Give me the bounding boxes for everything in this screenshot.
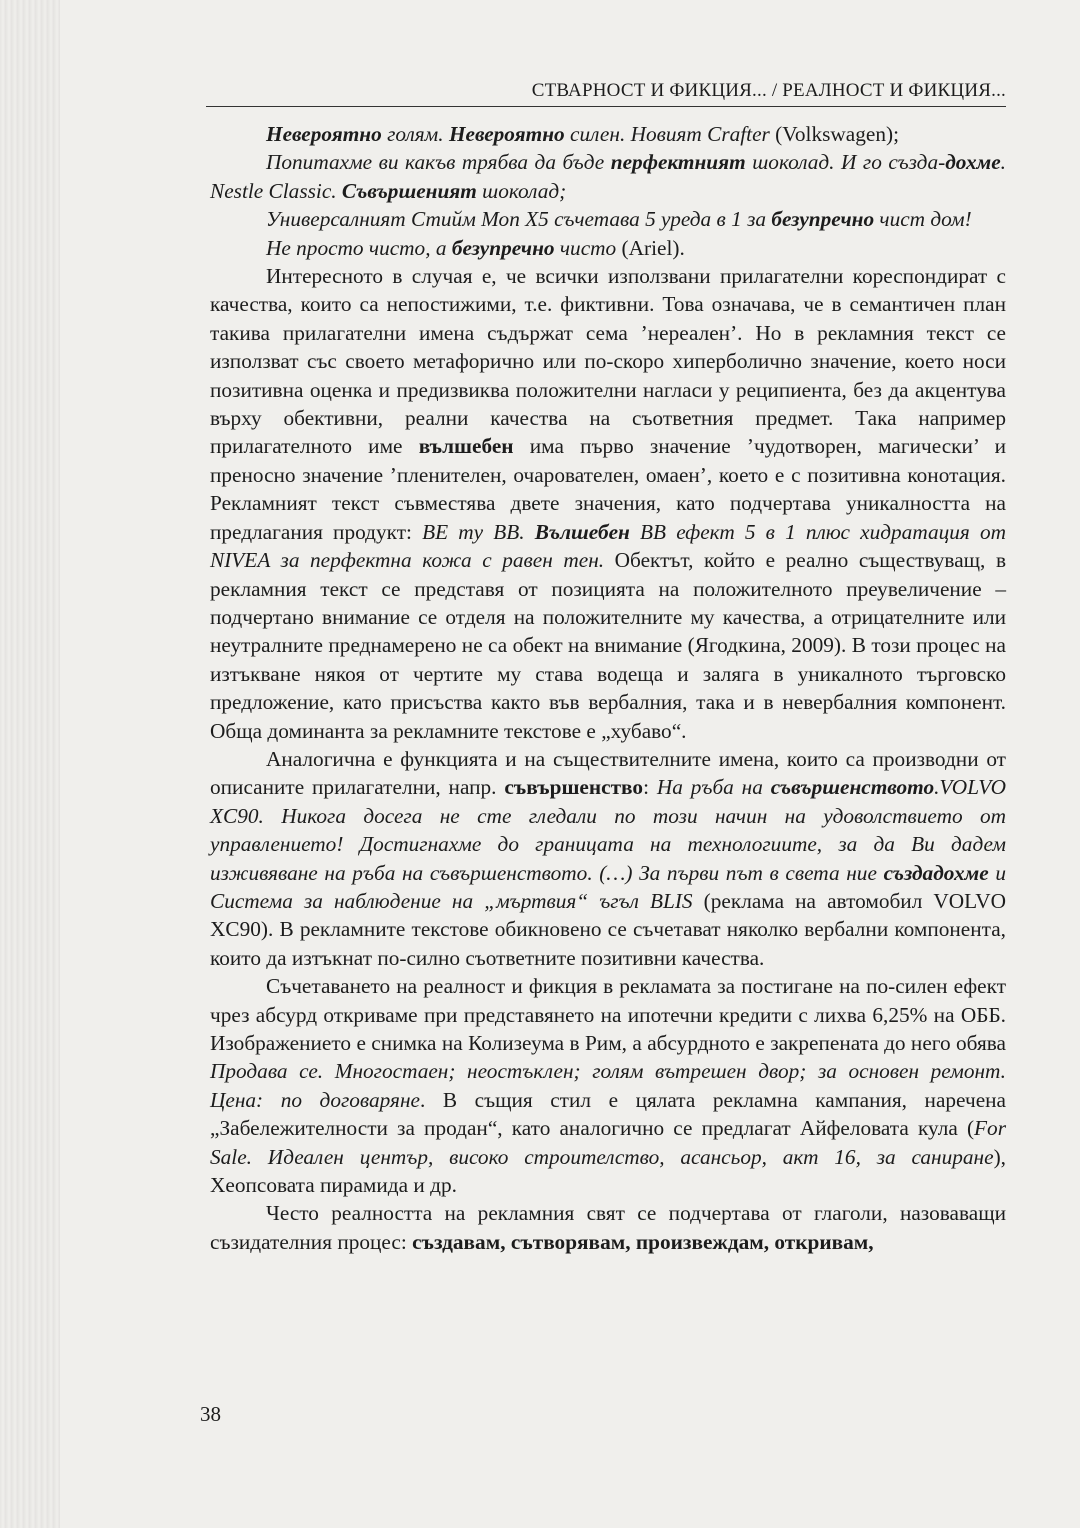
running-header [206,80,1006,107]
example-line: Универсалният Стийм Моп Х5 съчетава 5 уреда в 1 за безупречно чист дом! [266,207,972,232]
paragraph: Често реалността на рекламния свят се подчертава от глаголи, назоваващи съзидателния процес: създавам, сътворявам, произвеждам, откривам, [210,1201,1006,1254]
body-text [210,120,1006,1256]
paragraph: Интересното в случая е, че всички използвани прилагателни кореспондират с качества, които са непостижими, т.е. фиктивни. Това означава, че в семантичен план такива прилагателни имена съдържат сема ’нереален’. Но в рекламния текст се използват със своето метафорично или по-скоро хиперболично значение, което носи позитивна оценка и предизвиква положителни нагласи у реципиента, без да акцентува върху обективни, реални качества на съответния предмет. Така например прилагателното име вълшебен има първо значение ’чудотворен, магически’ и преносно значение ’пленителен, очарователен, омаен’, което е с позитивна конотация. Рекламният текст съвместява двете значения, като подчертава уникалността на предлагания продукт: BE my BB. Вълшебен BB ефект 5 в 1 плюс хидратация от NIVEA за перфектна кожа с равен тен. Обектът, който е реално съществуващ, в рекламния текст се представя от позицията на положителното преувеличение – подчертано внимание се отделя на положителните му качества, а отрицателните или неутралните преднамерено не са обект на внимание (Ягодкина, 2009). В този процес на изтъкване някоя от чертите му става водеща и залягa в уникалното търговско предложение, като присъства както във вербалния, така и в невербалния компонент. Обща доминанта за рекламните текстове е „хубаво“. [210,264,1007,743]
running-title: СТВАРНОСТ И ФИКЦИЯ... / РЕАЛНОСТ И ФИКЦИЯ... [531,80,1006,101]
paragraph: Аналогична е функцията и на съществителните имена, които са производни от описаните прилагателни, напр. съвършенство: На ръба на съвършенството.VOLVO XC90. Никога досега не сте гледали по този начин на удоволствието от управлението! Достигнахме до границата на технологиите, за да Ви дадем изживяване на ръба на съвършенството. (…) За първи път в света ние създадохме и Система за наблюдение на „мъртвия“ ъгъл BLIS (реклама на автомобил VOLVO XC90). В рекламните текстове обикновено се съчетават няколко вербални компонента, които да изтъкнат по-силно съответните позитивни качества. [210,746,1006,970]
example-line: Невероятно голям. Невероятно силен. Новият Crafter (Volkswagen); [266,122,899,146]
page-number: 38 [200,1402,221,1426]
paragraph: Съчетаването на реалност и фикция в рекламата за постигане на по-силен ефект чрез абсурд откриваме при представянето на ипотечни кредити с лихва 6,25% на ОББ. Изображението е снимка на Колизеума в Рим, а абсурдното е закрепената до него обява Продава се. Многостаен; неостъклен; голям вътрешен двор; за основен ремонт. Цена: по договаряне. В същия стил е цялата рекламна кампания, наречена „Забележителности за продан“, като аналогично се предлагат Айфеловата кула (For Sale. Идеален център, високо строителство, асансьор, акт 16, за саниране), Хеопсовата пирамида и др. [210,974,1006,1198]
example-line: Не просто чисто, а безупречно чисто (Ariel). [266,235,685,260]
example-line: Попитахме ви какъв трябва да бъде перфектният шоколад. И го създа-дохме. Nestle Classic. Съвършеният шоколад; [210,150,1006,203]
